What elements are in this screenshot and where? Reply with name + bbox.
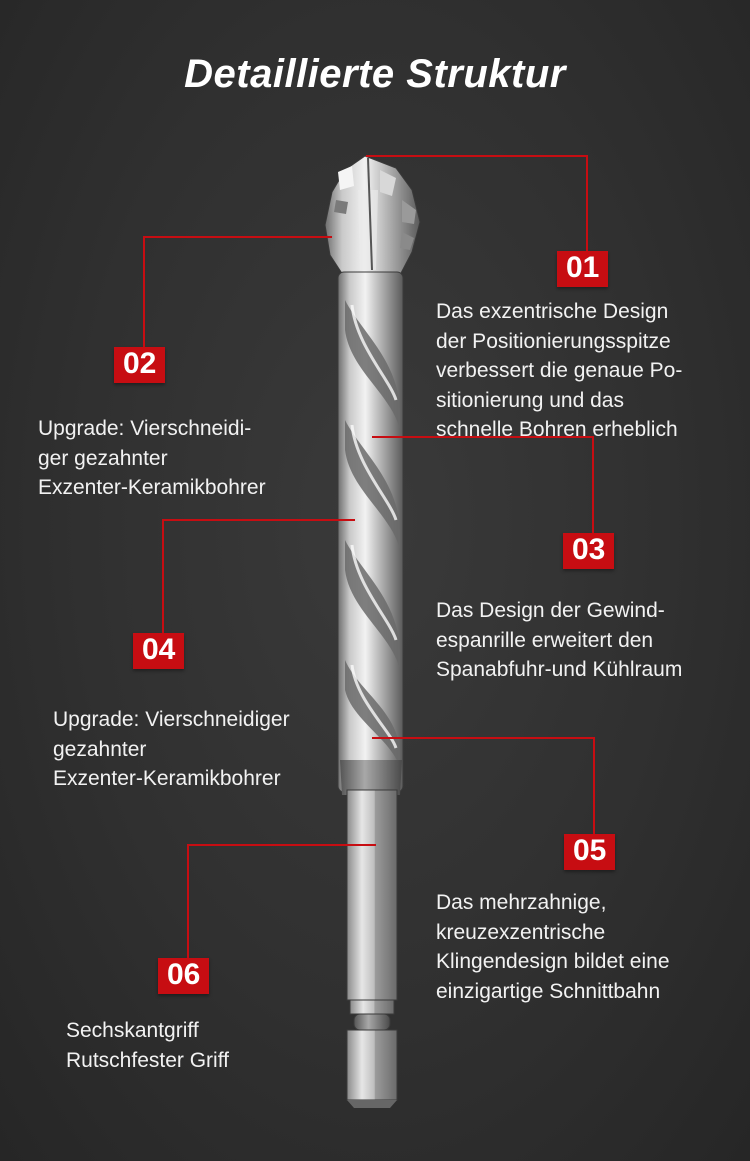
callout-text-line: Das exzentrische Design (436, 300, 669, 323)
callout-badge-06: 06 (158, 958, 209, 994)
drill-tip (325, 156, 420, 278)
callout-text-01 (436, 297, 682, 445)
callout-text-line: Exzenter-Keramikbohrer (38, 476, 266, 499)
callout-text-line: einzigartige Schnittbahn (436, 979, 661, 1003)
callout-text-line: kreuzexzentrische (436, 920, 606, 944)
callout-badge-03: 03 (563, 533, 614, 569)
callout-text-line: Klingendesign bildet eine (436, 950, 670, 973)
callout-text-line: Upgrade: Vierschneidiger (53, 708, 290, 731)
callout-line-05 (372, 738, 594, 834)
callout-text-line: der Positionierungsspitze (436, 329, 671, 353)
callout-text-05 (436, 888, 670, 1006)
callout-badge-01: 01 (557, 251, 608, 287)
callout-text-line: Upgrade: Vierschneidi- (38, 417, 252, 440)
callout-line-03 (372, 437, 593, 533)
callout-badge-02: 02 (114, 347, 165, 383)
callout-text-line: espanrille erweitert den (436, 628, 654, 652)
callout-text-line: verbessert die genaue Po- (436, 359, 683, 382)
callout-badge-04: 04 (133, 633, 184, 669)
callout-text-line: Das mehrzahnige, (436, 891, 607, 914)
drill-fluted-body (338, 272, 403, 795)
callout-text-03 (436, 596, 682, 685)
callout-text-line: gezahnter (53, 737, 147, 761)
callout-line-02 (144, 237, 332, 348)
callout-text-06 (66, 1016, 229, 1075)
callout-text-line: sitionierung und das (436, 388, 624, 412)
callout-badge-05: 05 (564, 834, 615, 870)
callout-text-line: Exzenter-Keramikbohrer (53, 767, 281, 790)
callout-text-line: Sechskantgriff (66, 1019, 199, 1042)
callout-text-line: schnelle Bohren erheblich (436, 418, 678, 441)
callout-text-line: Das Design der Gewind- (436, 599, 665, 622)
callout-text-04 (53, 705, 290, 794)
hex-shank (347, 790, 397, 1108)
callout-text-line: Spanabfuhr-und Kühlraum (436, 658, 683, 681)
page-title: Detaillierte Struktur (184, 52, 566, 96)
callout-text-line: Rutschfester Griff (66, 1048, 229, 1072)
callout-text-line: ger gezahnter (38, 446, 168, 470)
callout-line-04 (163, 520, 355, 634)
callout-text-02 (38, 414, 266, 503)
